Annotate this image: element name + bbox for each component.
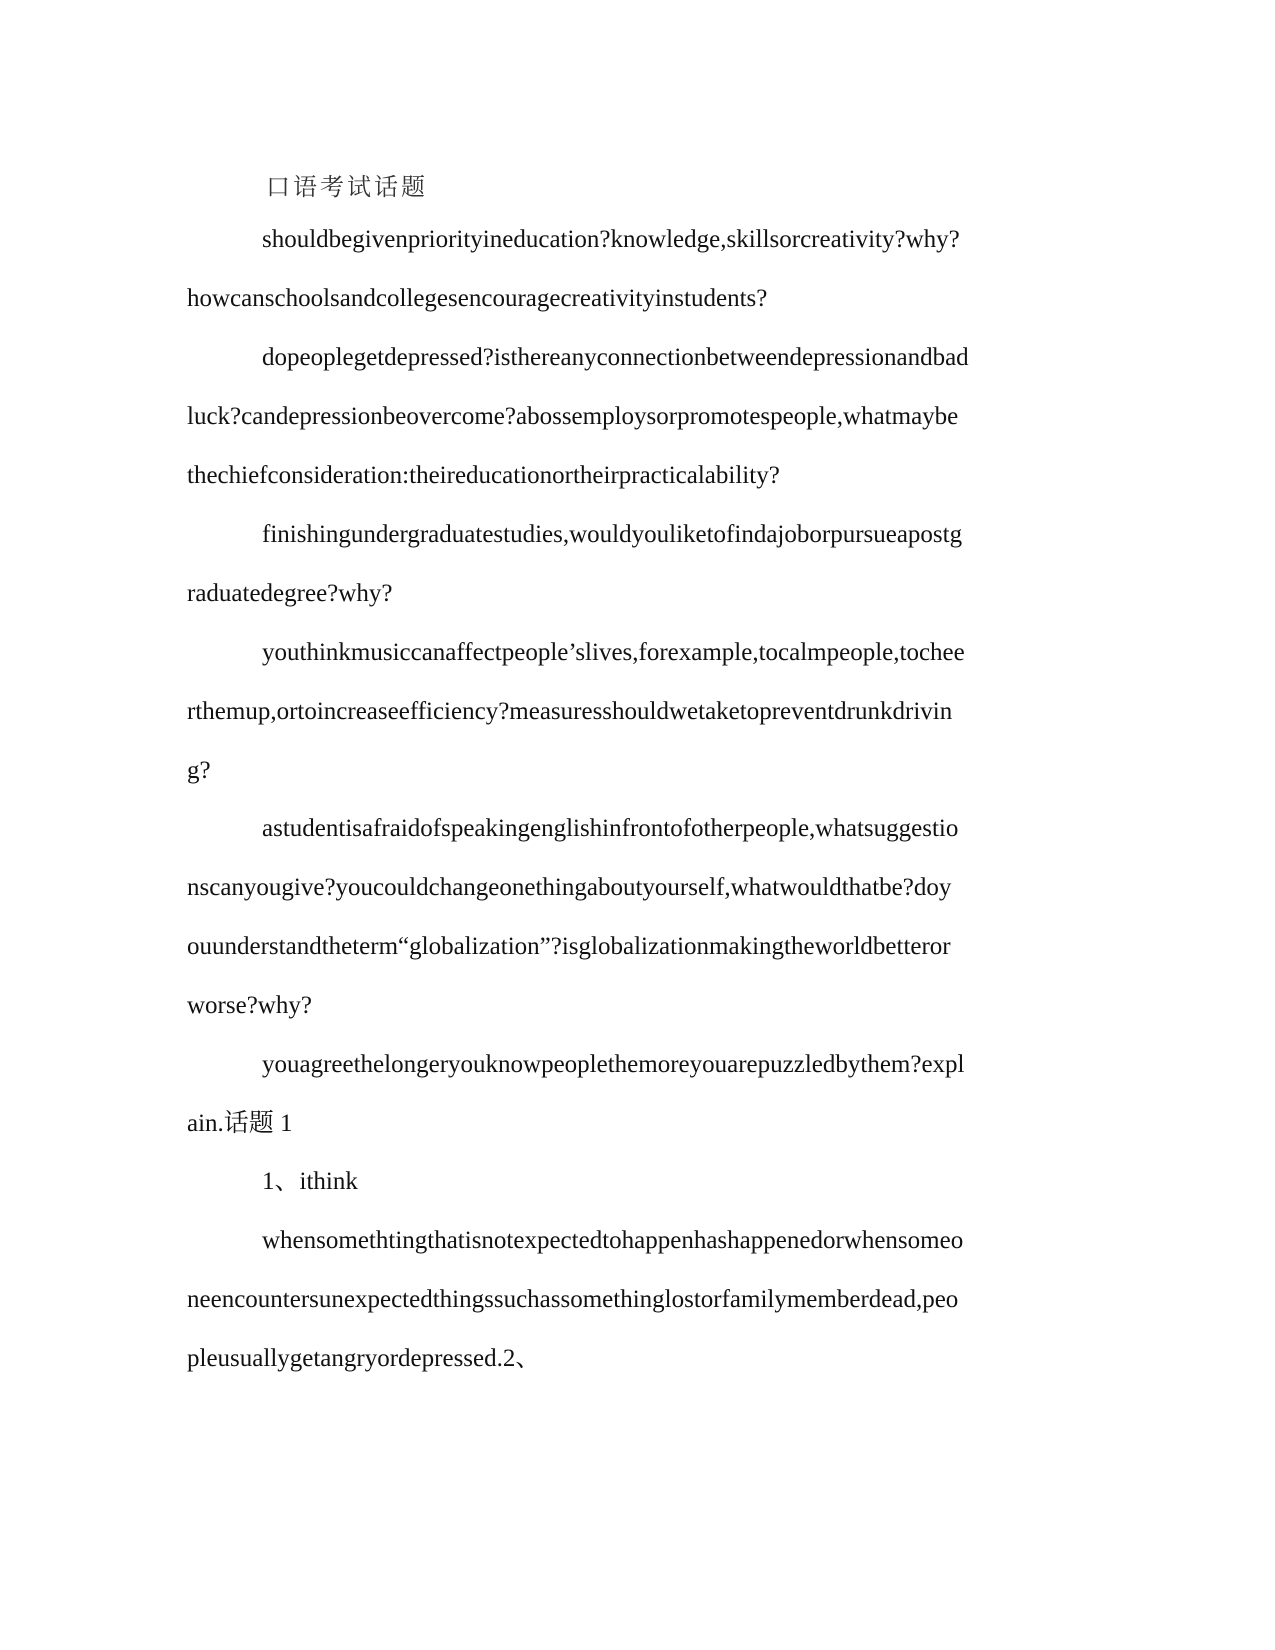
text-line: howcanschoolsandcollegesencouragecreativityinstudents? <box>187 285 768 312</box>
text-line: pleusuallygetangryordepressed.2、 <box>187 1345 541 1372</box>
text-line: youthinkmusiccanaffectpeople’slives,forexample,tocalmpeople,tochee <box>262 639 965 666</box>
text-line: youagreethelongeryouknowpeoplethemoreyouarepuzzledbythem?expl <box>262 1051 965 1078</box>
text-line: raduatedegree?why? <box>187 580 393 607</box>
text-line: thechiefconsideration:theireducationortheirpracticalability? <box>187 462 780 489</box>
text-line: ouunderstandtheterm“globalization”?isglobalizationmakingtheworldbetteror <box>187 933 951 960</box>
text-line: shouldbegivenpriorityineducation?knowledge,skillsorcreativity?why? <box>262 226 960 253</box>
text-line: rthemup,ortoincreaseefficiency?measuresshouldwetaketopreventdrunkdrivin <box>187 698 953 725</box>
text-line: ain.话题 1 <box>187 1110 293 1137</box>
text-line: astudentisafraidofspeakingenglishinfrontofotherpeople,whatsuggestio <box>262 815 959 842</box>
page-title: 口语考试话题 <box>266 173 428 201</box>
text-line: nscanyougive?youcouldchangeonethingaboutyourself,whatwouldthatbe?doy <box>187 874 952 901</box>
text-line: neencountersunexpectedthingssuchassomethinglostorfamilymemberdead,peo <box>187 1286 959 1313</box>
text-line: luck?candepressionbeovercome?abossemploysorpromotespeople,whatmaybe <box>187 403 959 430</box>
text-line: g? <box>187 757 211 784</box>
text-line: whensomethtingthatisnotexpectedtohappenhashappenedorwhensomeo <box>262 1227 964 1254</box>
text-line: dopeoplegetdepressed?isthereanyconnectionbetweendepressionandbad <box>262 344 969 371</box>
text-line: worse?why? <box>187 992 312 1019</box>
text-line: 1、ithink <box>262 1168 358 1195</box>
text-line: finishingundergraduatestudies,wouldyouliketofindajoborpursueapostg <box>262 521 963 548</box>
